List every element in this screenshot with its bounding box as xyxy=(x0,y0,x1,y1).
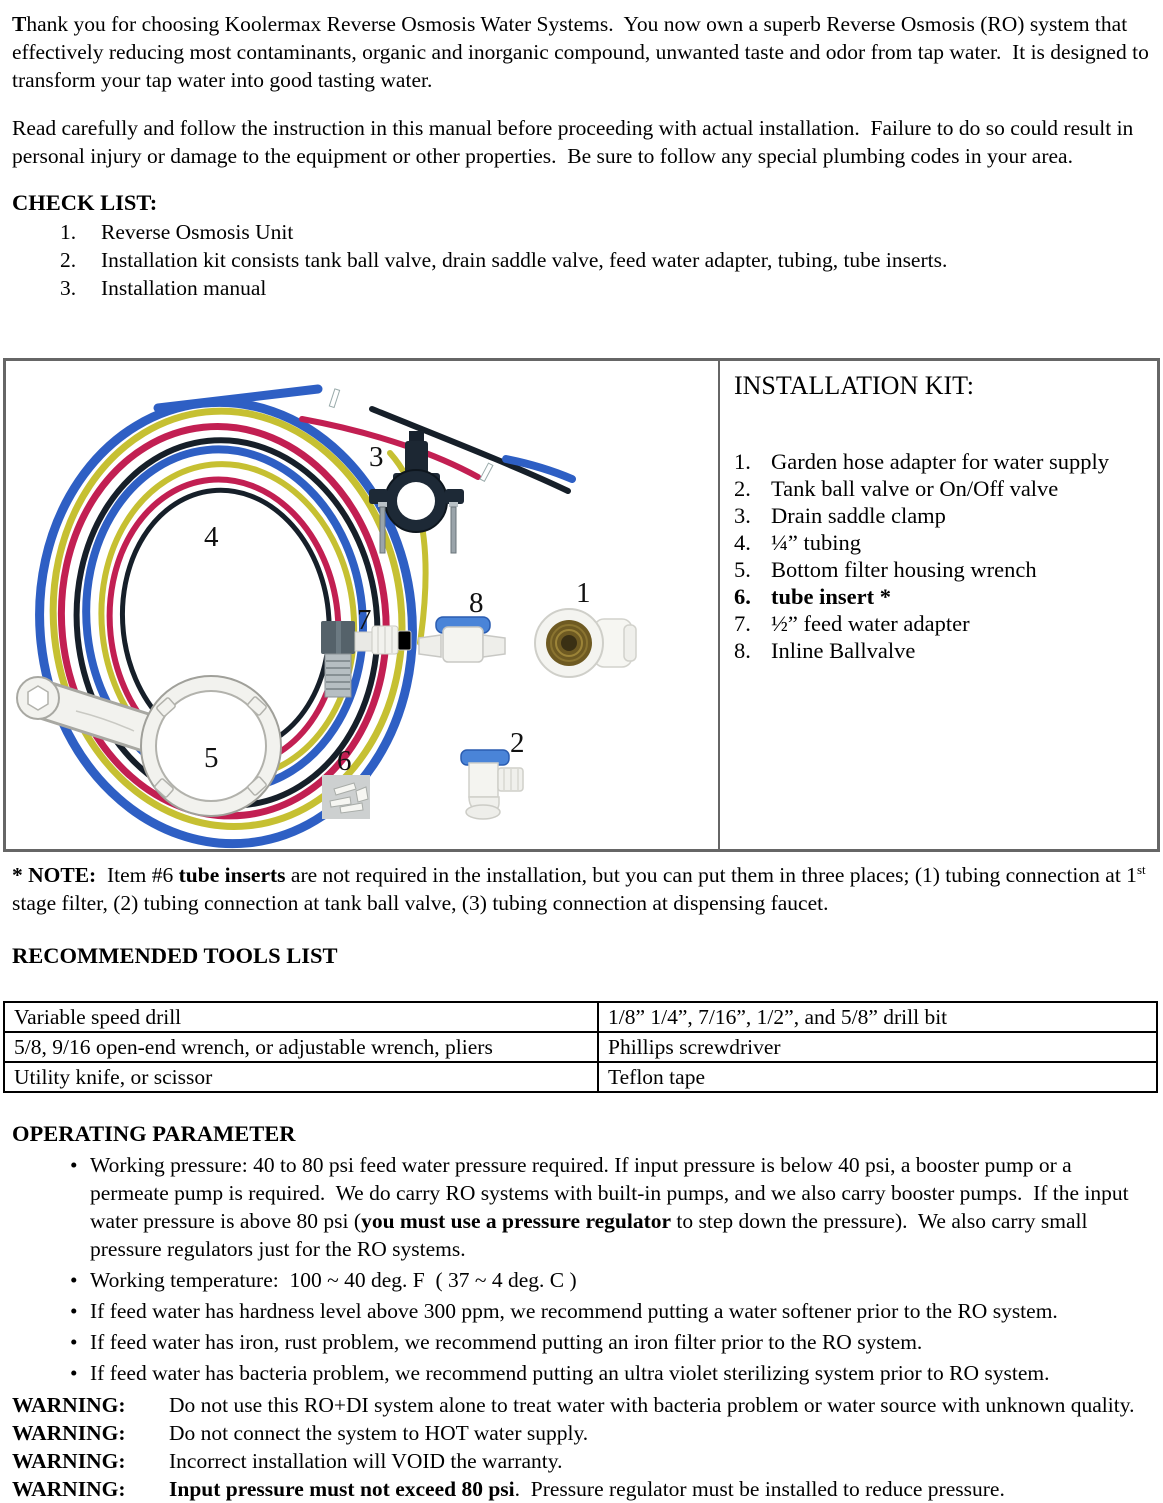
kit-item-number: 5. xyxy=(734,557,751,582)
kit-list-item xyxy=(734,502,1149,529)
kit-item-number: 3. xyxy=(734,503,751,528)
kit-item-number: 8. xyxy=(734,638,751,663)
kit-item-number: 7. xyxy=(734,611,751,636)
kit-item-text: ¼” tubing xyxy=(771,530,861,555)
warning-row xyxy=(12,1447,1149,1475)
warning-text: Do not connect the system to HOT water supply. xyxy=(169,1421,589,1445)
kit-item-number: 6. xyxy=(734,584,751,609)
tank-ball-valve-icon xyxy=(461,750,523,819)
kit-item-number: 2. xyxy=(734,476,751,501)
check-list-item-text: Installation kit consists tank ball valve, drain saddle valve, feed water adapter, tubing, tube inserts. xyxy=(101,248,948,272)
list-item: • If feed water has bacteria problem, we recommend putting an ultra violet sterilizing system prior to RO system. xyxy=(12,1359,1149,1387)
warning-label: WARNING: xyxy=(12,1421,126,1445)
check-list-item xyxy=(12,218,1149,246)
list-item: • If feed water has iron, rust problem, we recommend putting an iron filter prior to the RO system. xyxy=(12,1328,1149,1356)
kit-photo-illustration xyxy=(6,361,715,849)
kit-item-number: 4. xyxy=(734,530,751,555)
table-cell: 1/8” 1/4”, 7/16”, 1/2”, and 5/8” drill bit xyxy=(598,1002,1157,1032)
note-text: Item #6 xyxy=(96,863,179,887)
table-cell: Variable speed drill xyxy=(4,1002,598,1032)
tube-inserts-icon xyxy=(322,775,370,819)
table-cell: Teflon tape xyxy=(598,1062,1157,1092)
kit-list-item xyxy=(734,637,1149,664)
kit-list-item xyxy=(734,475,1149,502)
kit-list-item xyxy=(734,529,1149,556)
bullet-bold-text: you must use a pressure regulator xyxy=(361,1209,672,1233)
check-list-item-number: 2. xyxy=(60,248,77,272)
tools-list-heading: RECOMMENDED TOOLS LIST xyxy=(12,943,338,968)
table-row xyxy=(4,1062,1157,1092)
table-row xyxy=(4,1002,1157,1032)
warning-row xyxy=(12,1419,1149,1447)
warning-text: Input pressure must not exceed 80 psi. Pressure regulator must be installed to reduce pressure. xyxy=(169,1477,1005,1501)
kit-list-item xyxy=(734,610,1149,637)
kit-item-text: tube insert * xyxy=(771,584,891,609)
tools-table xyxy=(3,1001,1158,1093)
part-label-3: 3 xyxy=(369,441,384,473)
part-label-8: 8 xyxy=(469,587,484,619)
bullet-text: to step down the pressure). We also carry small pressure regulators just for the RO systems. xyxy=(90,1209,1093,1261)
table-row xyxy=(4,1032,1157,1062)
kit-list-item xyxy=(734,556,1149,583)
check-list-item-text: Installation manual xyxy=(101,276,267,300)
kit-item-text: Garden hose adapter for water supply xyxy=(771,449,1109,474)
check-list-item-number: 3. xyxy=(60,276,77,300)
note-bold-text: tube inserts xyxy=(178,863,286,887)
check-list-item-number: 1. xyxy=(60,220,77,244)
part-label-1: 1 xyxy=(576,577,591,609)
kit-item-number: 1. xyxy=(734,449,751,474)
note-text: stage filter, (2) tubing connection at tank ball valve, (3) tubing connection at dispensing faucet. xyxy=(12,863,1151,915)
installation-kit-figure-box xyxy=(3,358,1160,852)
intro-lead-letter: T xyxy=(12,12,27,36)
note-label: * NOTE: xyxy=(12,863,97,887)
list-item: • Working temperature: 100 ~ 40 deg. F ( 37 ~ 4 deg. C ) xyxy=(12,1266,1149,1294)
kit-list-item xyxy=(734,448,1149,475)
operating-parameter-heading: OPERATING PARAMETER xyxy=(12,1121,296,1146)
check-list-heading: CHECK LIST: xyxy=(12,190,158,215)
kit-item-text: ½” feed water adapter xyxy=(771,611,970,636)
warning-text: Incorrect installation will VOID the warranty. xyxy=(169,1449,563,1473)
table-cell: Phillips screwdriver xyxy=(598,1032,1157,1062)
warning-label: WARNING: xyxy=(12,1449,126,1473)
warning-text: Do not use this RO+DI system alone to treat water with bacteria problem or water source with unknown quality. xyxy=(169,1393,1135,1417)
check-list-item xyxy=(12,246,1149,274)
intro-paragraph-1 xyxy=(12,10,1155,94)
note-text: are not required in the installation, but you can put them in three places; (1) tubing connection at 1 xyxy=(285,863,1137,887)
check-list-item xyxy=(12,274,1149,302)
installation-kit-list xyxy=(734,448,1149,664)
warning-row xyxy=(12,1475,1149,1503)
garden-hose-adapter-icon xyxy=(535,609,636,677)
warning-label: WARNING: xyxy=(12,1477,126,1501)
table-cell: 5/8, 9/16 open-end wrench, or adjustable wrench, pliers xyxy=(4,1032,598,1062)
warning-label: WARNING: xyxy=(12,1393,126,1417)
warnings-section xyxy=(12,1391,1149,1503)
part-label-7: 7 xyxy=(357,604,372,636)
inline-ballvalve-icon xyxy=(419,617,505,662)
part-label-6: 6 xyxy=(337,745,352,777)
kit-item-text: Bottom filter housing wrench xyxy=(771,557,1037,582)
kit-photo xyxy=(6,361,720,849)
installation-kit-panel xyxy=(720,361,1157,849)
part-label-2: 2 xyxy=(510,727,525,759)
intro-paragraph-1-text: hank you for choosing Koolermax Reverse Osmosis Water Systems. You now own a superb Reverse Osmosis (RO) system that effectively reducing most contaminants, organic and inorganic compound, unwanted taste and odor from tap water. It is designed to transform your tap water into good tasting water. xyxy=(12,12,1155,92)
kit-item-text: Drain saddle clamp xyxy=(771,503,946,528)
note-superscript: st xyxy=(1136,861,1146,877)
filter-housing-wrench-icon xyxy=(17,676,281,816)
list-item xyxy=(12,1151,1149,1263)
installation-kit-heading: INSTALLATION KIT: xyxy=(734,371,974,400)
bullet-text: Working pressure: 40 to 80 psi feed water pressure required. If input pressure is below 40 psi, a booster pump or a permeate pump is required. We do carry RO systems with built-in pumps, and we also carry booster pumps. If the input water pressure is above 80 psi ( xyxy=(90,1153,1134,1233)
kit-item-text: Tank ball valve or On/Off valve xyxy=(771,476,1059,501)
table-cell: Utility knife, or scissor xyxy=(4,1062,598,1092)
operating-parameter-list xyxy=(12,1151,1149,1387)
intro-paragraph-2: Read carefully and follow the instruction in this manual before proceeding with actual installation. Failure to do so could result in personal injury or damage to the equipment or other properties. Be sure to follow any special plumbing codes in your area. xyxy=(12,116,1139,168)
list-item: • If feed water has hardness level above 300 ppm, we recommend putting a water softener prior to the RO system. xyxy=(12,1297,1149,1325)
kit-list-item xyxy=(734,583,1149,610)
check-list xyxy=(12,218,1149,302)
note-paragraph xyxy=(12,861,1149,917)
check-list-item-text: Reverse Osmosis Unit xyxy=(101,220,294,244)
kit-item-text: Inline Ballvalve xyxy=(771,638,916,663)
warning-row xyxy=(12,1391,1149,1419)
part-label-4: 4 xyxy=(204,521,219,553)
part-label-5: 5 xyxy=(204,742,219,774)
